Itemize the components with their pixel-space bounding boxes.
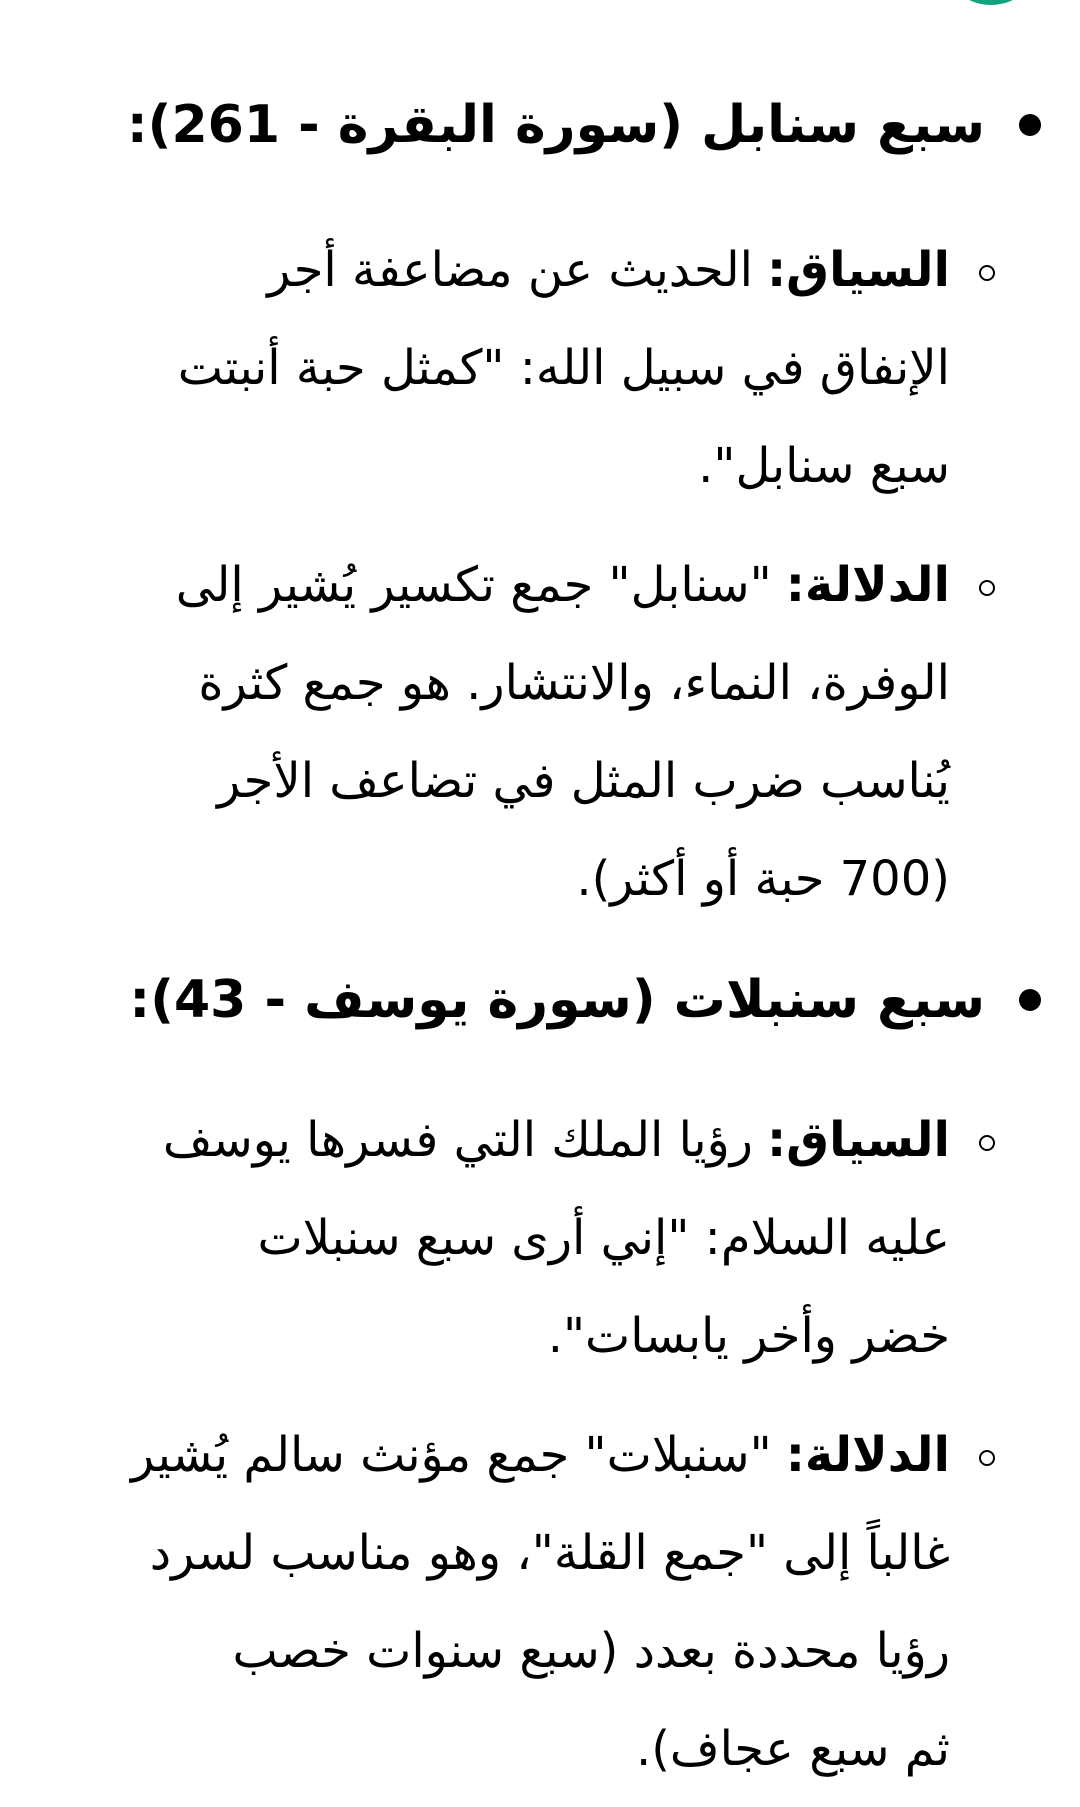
inline-label: السياق: bbox=[766, 1112, 950, 1168]
text-run: رؤيا الملك التي فسرها يوسف bbox=[162, 1112, 753, 1168]
inline-label: الدلالة: bbox=[785, 1427, 950, 1483]
list-item-sanabil bbox=[50, 73, 985, 928]
text-line: رؤيا محددة بعدد (سبع سنوات خصب bbox=[232, 1623, 950, 1679]
paragraph bbox=[50, 221, 950, 515]
sub-item-context bbox=[50, 221, 950, 515]
text-line: (700 حبة أو أكثر). bbox=[576, 851, 950, 907]
text-line: سبع سنابل". bbox=[698, 438, 950, 494]
sub-item-context bbox=[50, 1091, 950, 1385]
bullet-disc-icon bbox=[1019, 114, 1041, 136]
bullet-circle-icon bbox=[979, 265, 995, 281]
bullet-circle-icon bbox=[979, 1450, 995, 1466]
text-line bbox=[50, 536, 950, 634]
text-line: عليه السلام: "إني أرى سبع سنبلات bbox=[257, 1210, 950, 1266]
text-line: ثم سبع عجاف). bbox=[635, 1721, 950, 1777]
bullet-disc-icon bbox=[1019, 989, 1041, 1011]
text-line: خضر وأخر يابسات". bbox=[547, 1308, 950, 1364]
bullet-circle-icon bbox=[979, 580, 995, 596]
inline-label: السياق: bbox=[766, 242, 950, 298]
paragraph bbox=[50, 536, 950, 928]
bullet-circle-icon bbox=[979, 1135, 995, 1151]
text-run: "سنابل" جمع تكسير يُشير إلى bbox=[175, 557, 772, 613]
inline-label: الدلالة: bbox=[785, 557, 950, 613]
text-line: غالباً إلى "جمع القلة"، وهو مناسب لسرد bbox=[149, 1525, 950, 1581]
paragraph bbox=[50, 1091, 950, 1385]
paragraph bbox=[50, 1406, 950, 1798]
text-line: يُناسب ضرب المثل في تضاعف الأجر bbox=[217, 753, 950, 809]
sub-item-meaning bbox=[50, 1406, 950, 1798]
list-item-sunbulat bbox=[50, 948, 985, 1798]
heading-row bbox=[50, 948, 985, 1052]
text-run: "سنبلات" جمع مؤنث سالم يُشير bbox=[130, 1427, 772, 1483]
list-item-heading: سبع سنابل (سورة البقرة - 261): bbox=[126, 95, 985, 155]
text-run: الحديث عن مضاعفة أجر bbox=[267, 242, 753, 298]
sub-item-meaning bbox=[50, 536, 950, 928]
list-item-heading: سبع سنبلات (سورة يوسف - 43): bbox=[129, 970, 985, 1030]
text-line bbox=[50, 221, 950, 319]
text-line: الإنفاق في سبيل الله: "كمثل حبة أنبتت bbox=[177, 340, 950, 396]
text-line bbox=[50, 1091, 950, 1189]
heading-row bbox=[50, 73, 985, 177]
text-line bbox=[50, 1406, 950, 1504]
text-line: الوفرة، النماء، والانتشار. هو جمع كثرة bbox=[198, 655, 950, 711]
